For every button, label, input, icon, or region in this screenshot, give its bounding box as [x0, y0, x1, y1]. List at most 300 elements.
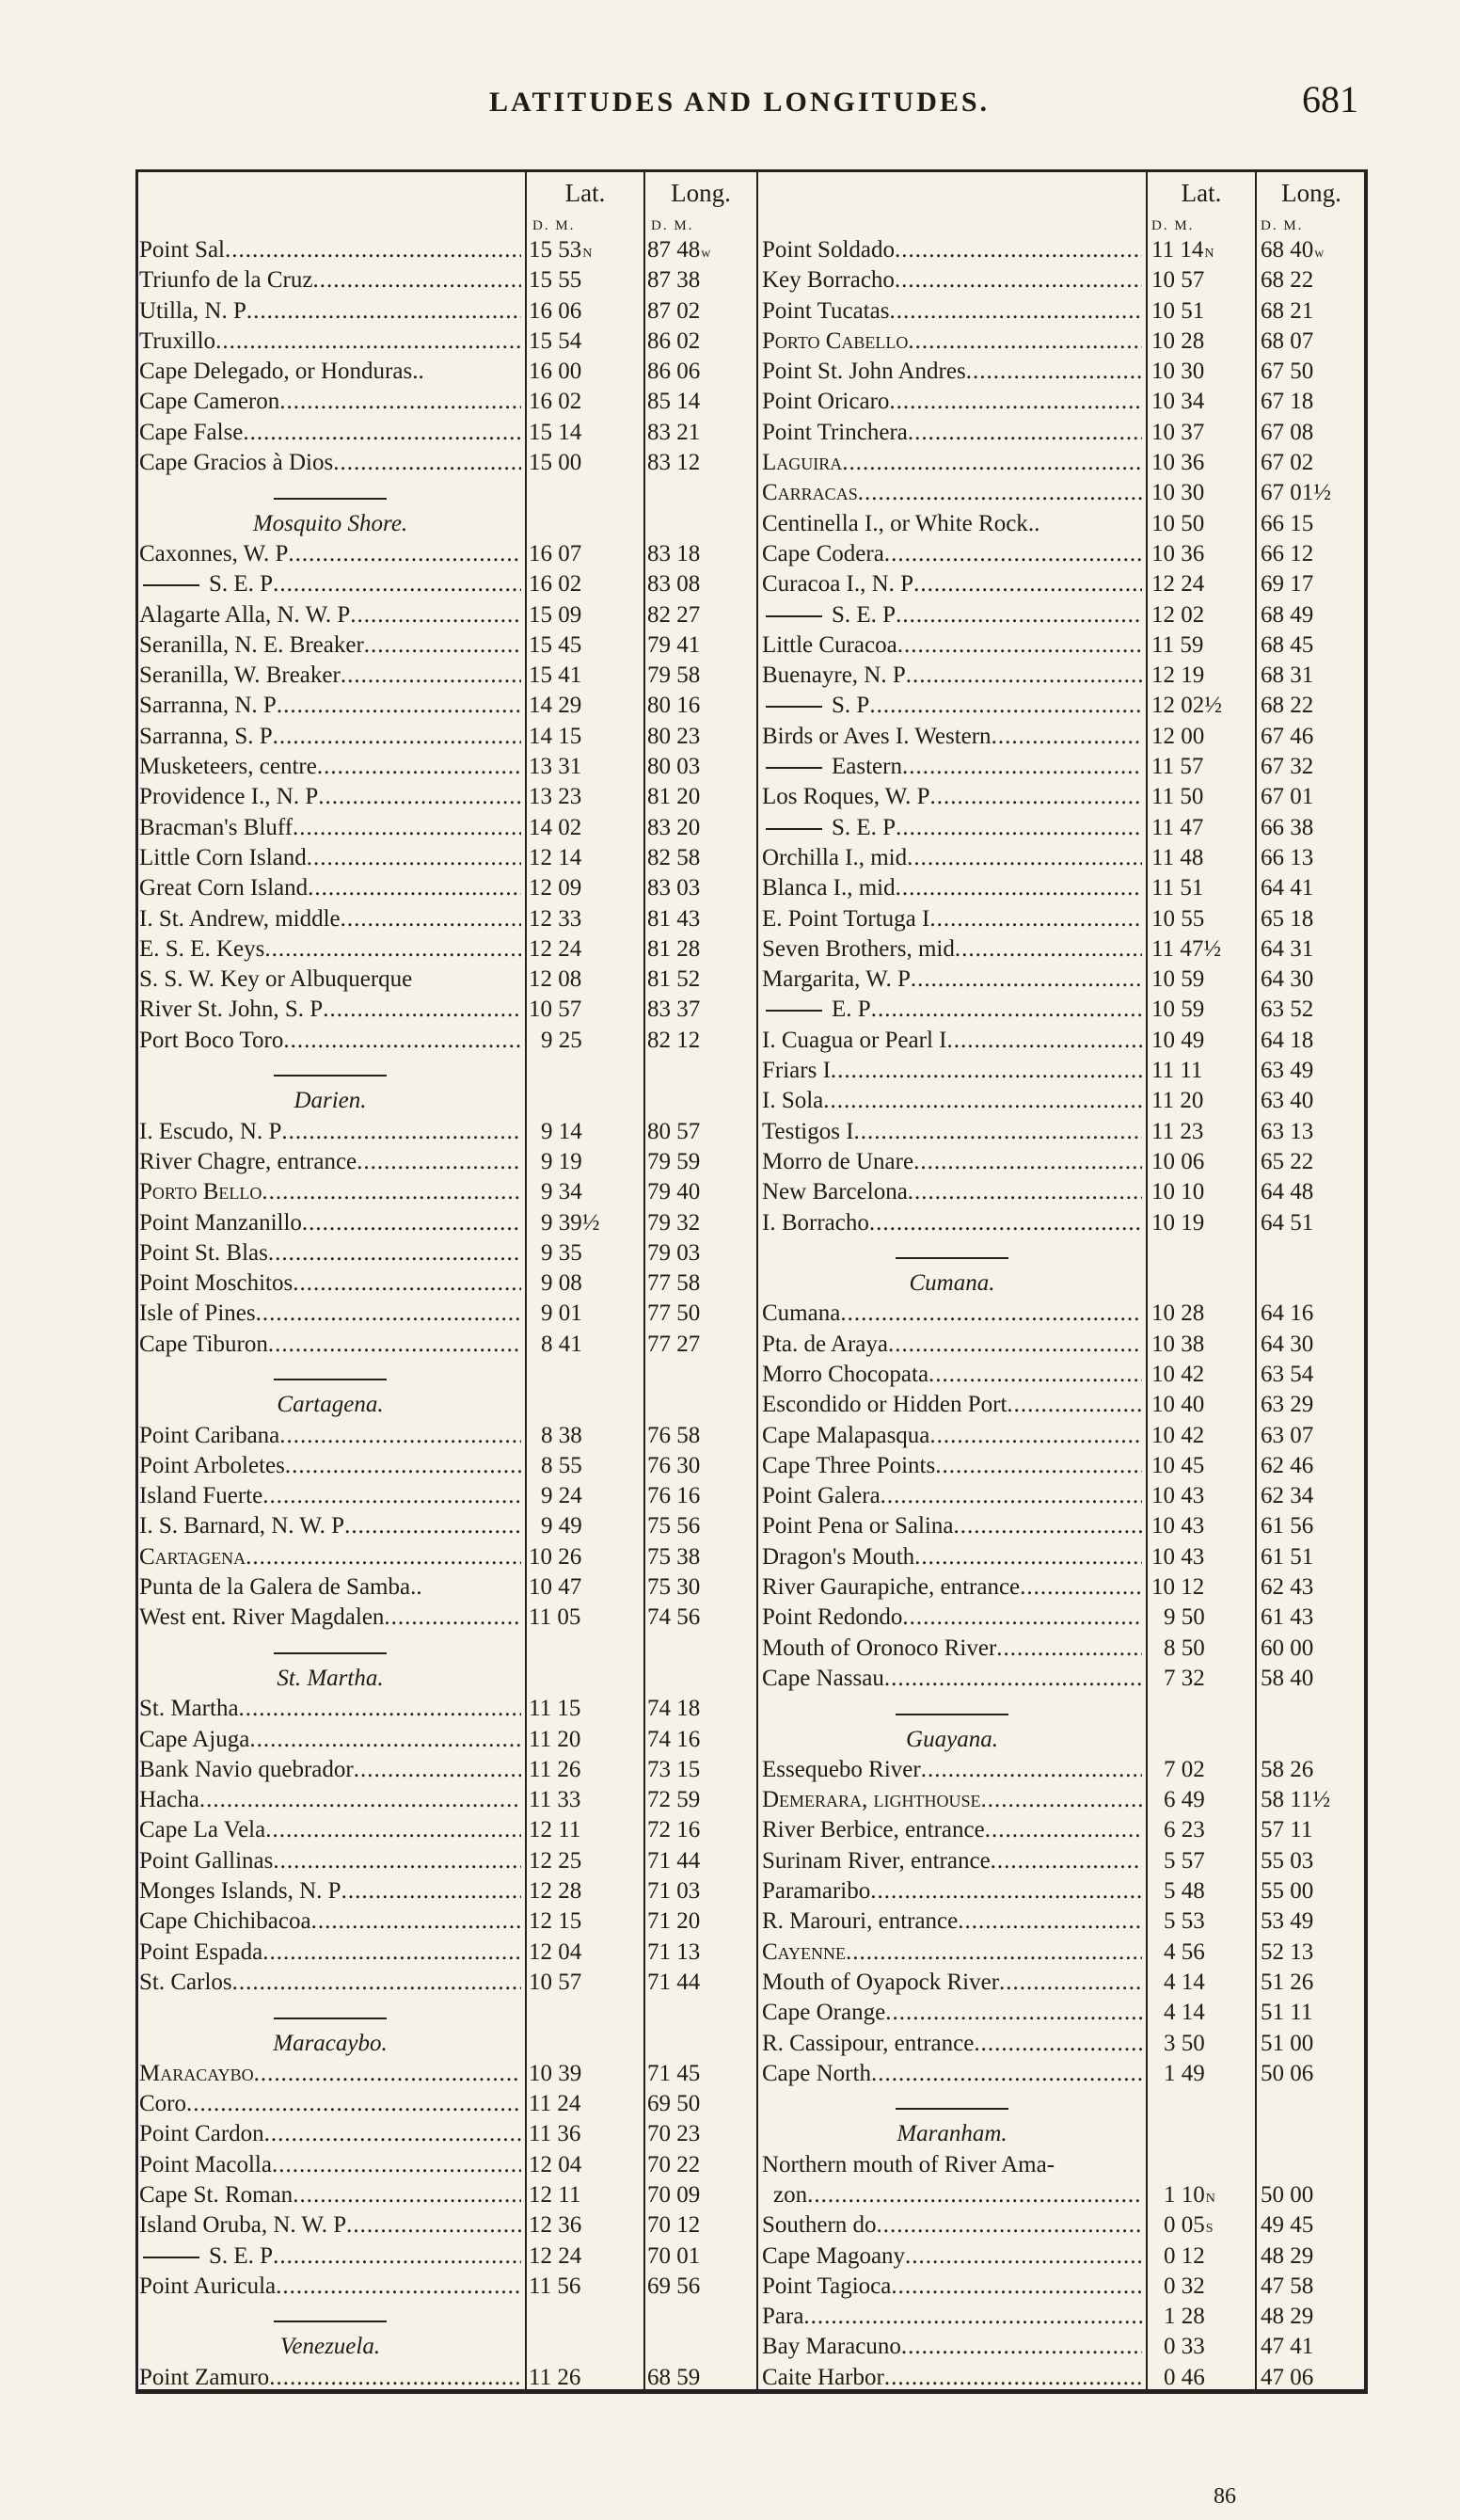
place-name-text: S. P — [832, 693, 870, 719]
longitude-value: 68 22 — [1261, 267, 1314, 294]
dot-leader — [279, 387, 521, 417]
dot-leader — [254, 2059, 521, 2089]
dot-leader — [239, 1694, 521, 1724]
page-number: 681 — [1302, 78, 1358, 120]
latitude-value: 10 28 — [1151, 327, 1205, 354]
place-name-text: Cape St. Roman — [139, 2182, 294, 2208]
longitude-value: 64 31 — [1261, 935, 1314, 962]
dot-leader — [307, 843, 521, 873]
latitude-value: 10 57 — [529, 1969, 582, 1995]
longitude-value: 71 20 — [647, 1908, 701, 1935]
longitude-value: 67 01½ — [1261, 480, 1331, 506]
place-name — [139, 1330, 521, 1360]
place-name-text: Paramaribo — [762, 1878, 871, 1905]
longitude-value: 79 40 — [647, 1179, 701, 1205]
place-name — [762, 1208, 1142, 1238]
section-rule — [274, 2018, 387, 2019]
latitude-value: 12 19 — [1151, 662, 1205, 689]
place-name-text: Maracaybo — [139, 2060, 254, 2086]
latitude-value: 12 24 — [1151, 571, 1205, 598]
longitude-value: 80 57 — [647, 1118, 701, 1144]
latitude-value: 11 59 — [1151, 631, 1204, 658]
latitude-value: 16 02 — [529, 389, 582, 415]
dot-leader — [908, 1177, 1142, 1207]
longitude-value: 67 02 — [1261, 450, 1314, 476]
longitude-value: 67 01 — [1261, 784, 1314, 810]
section-rule — [274, 2321, 387, 2322]
longitude-value: 85 14 — [647, 389, 701, 415]
place-name — [762, 1511, 1142, 1541]
place-name-text: Island Oruba, N. W. P — [139, 2212, 347, 2239]
place-name-text: Birds or Aves I. Western — [762, 723, 992, 749]
section-rule — [274, 1075, 387, 1077]
dot-leader — [225, 235, 521, 265]
longitude-value: 87 38 — [647, 267, 701, 294]
dot-leader — [930, 782, 1142, 812]
dot-leader — [1007, 1390, 1142, 1420]
longitude-value: 67 46 — [1261, 723, 1314, 749]
longitude-value: 68 40w — [1261, 237, 1325, 263]
table-row — [758, 2272, 1370, 2302]
place-name-text: Triunfo de la Cruz — [139, 267, 313, 294]
place-name-text: Demerara, lighthouse — [762, 1787, 981, 1813]
place-name-text: Utilla, N. P — [139, 297, 246, 324]
place-name — [762, 1634, 1142, 1664]
latitude-value: 9 08 — [541, 1270, 582, 1297]
table-row — [758, 965, 1370, 995]
place-name — [762, 995, 1142, 1025]
place-name — [139, 965, 521, 995]
place-name-text: Curacoa I., N. P — [762, 571, 914, 598]
place-name — [762, 1147, 1142, 1177]
place-name — [139, 1421, 521, 1451]
latitude-value: 9 24 — [541, 1483, 582, 1509]
latitude-value: 15 00 — [529, 450, 582, 476]
latitude-value: 12 14 — [529, 844, 582, 870]
place-name — [139, 357, 521, 387]
place-name — [139, 1268, 521, 1299]
place-name-text: Essequebo River — [762, 1756, 921, 1782]
table-row — [758, 873, 1370, 903]
place-name — [762, 1876, 1142, 1906]
table-row — [758, 722, 1370, 752]
place-name-text: Port Boco Toro — [139, 1027, 284, 1053]
place-name-text: Point Galera — [762, 1483, 881, 1509]
place-name-text: St. Carlos — [139, 1969, 232, 1995]
longitude-value: 64 51 — [1261, 1209, 1314, 1236]
place-name-text: S. S. W. Key or Albuquerque — [139, 966, 413, 993]
longitude-value: 68 45 — [1261, 631, 1314, 658]
dot-leader — [341, 661, 521, 691]
longitude-value: 65 22 — [1261, 1148, 1314, 1174]
place-name — [762, 539, 1142, 569]
table-row — [758, 813, 1370, 843]
dot-leader — [276, 2272, 521, 2302]
dot-leader — [317, 752, 521, 782]
place-name — [762, 934, 1142, 965]
table-row — [758, 1572, 1370, 1603]
place-name — [139, 327, 521, 357]
longitude-value: 79 59 — [647, 1148, 701, 1174]
latitude-value: 11 56 — [529, 2273, 581, 2299]
section-heading-text: Guayana. — [906, 1726, 998, 1752]
longitude-value: 75 56 — [647, 1513, 701, 1539]
table-row — [758, 2332, 1370, 2362]
place-name — [139, 934, 521, 965]
place-name — [762, 478, 1142, 508]
place-name — [762, 1117, 1142, 1147]
latitude-value: 9 25 — [541, 1027, 582, 1053]
place-name-text: River Berbice, entrance — [762, 1817, 985, 1843]
table-row — [758, 1360, 1370, 1390]
longitude-value: 63 07 — [1261, 1422, 1314, 1448]
place-name-text: River St. John, S. P — [139, 997, 324, 1023]
place-name-text: Cartagena — [139, 1543, 246, 1570]
latitude-value: 10 43 — [1151, 1513, 1205, 1539]
longitude-value: 48 29 — [1261, 2242, 1314, 2269]
latitude-value: 9 49 — [541, 1513, 582, 1539]
longitude-value: 69 50 — [647, 2091, 701, 2117]
place-name-text: Bay Maracuno — [762, 2334, 901, 2360]
dot-leader — [842, 448, 1142, 478]
hemisphere-mark: w — [701, 247, 711, 261]
place-name-text: S. E. P — [832, 814, 897, 840]
place-name-text: R. Marouri, entrance — [762, 1908, 959, 1935]
latitude-value: 10 57 — [529, 997, 582, 1023]
latitude-value: 12 08 — [529, 966, 582, 993]
ditto-dash — [766, 1010, 822, 1012]
table-row — [758, 2029, 1370, 2059]
place-name — [139, 2180, 521, 2210]
ditto-dash — [143, 584, 199, 586]
section-heading-text: Mosquito Shore. — [252, 510, 408, 536]
latitude-value: 15 45 — [529, 631, 582, 658]
table-row — [758, 904, 1370, 934]
place-name-text: Point Sal — [139, 237, 225, 263]
place-name-text: Island Fuerte — [139, 1483, 263, 1509]
latitude-value: 12 02½ — [1151, 693, 1222, 719]
place-name — [762, 1815, 1142, 1845]
dot-leader — [891, 2272, 1142, 2302]
dot-leader — [914, 1542, 1142, 1572]
place-name-text: Point Espada — [139, 1938, 263, 1965]
dot-leader — [881, 1481, 1142, 1511]
latitude-value: 0 32 — [1164, 2273, 1205, 2299]
place-name-text: I. Escudo, N. P — [139, 1118, 282, 1144]
dot-leader — [877, 2210, 1142, 2241]
table-row — [758, 1511, 1370, 1541]
longitude-value: 61 56 — [1261, 1513, 1314, 1539]
table-row — [758, 1147, 1370, 1177]
table-row — [758, 1481, 1370, 1511]
place-name — [762, 2180, 1142, 2210]
latitude-value: 12 02 — [1151, 601, 1205, 628]
place-name-text: West ent. River Magdalen — [139, 1604, 385, 1631]
dot-leader — [935, 1451, 1142, 1481]
dot-leader — [264, 934, 521, 965]
longitude-value: 83 18 — [647, 540, 701, 566]
place-name — [762, 813, 1142, 843]
latitude-value: 10 26 — [529, 1543, 582, 1570]
place-name — [139, 265, 521, 295]
spacer-row — [758, 1238, 1370, 1268]
dot-leader — [215, 327, 521, 357]
table-row — [758, 1815, 1370, 1845]
dot-leader — [262, 1481, 521, 1511]
dot-leader — [285, 1451, 521, 1481]
longitude-value: 47 06 — [1261, 2364, 1314, 2390]
table-row — [758, 1755, 1370, 1785]
dot-leader — [364, 630, 521, 661]
dot-leader — [999, 1968, 1142, 1998]
latitude-value: 13 31 — [529, 754, 582, 780]
longitude-value: 74 18 — [647, 1696, 701, 1722]
place-name — [762, 387, 1142, 417]
longitude-value: 68 07 — [1261, 327, 1314, 354]
table-row — [758, 1876, 1370, 1906]
longitude-value: 81 43 — [647, 905, 701, 932]
place-name-text: Point Auricula — [139, 2273, 277, 2299]
longitude-value: 76 58 — [647, 1422, 701, 1448]
longitude-value: 66 38 — [1261, 814, 1314, 840]
latitude-value: 9 39½ — [541, 1209, 600, 1236]
hemisphere-mark: w — [1314, 247, 1325, 261]
latitude-value: 14 15 — [529, 723, 582, 749]
dot-leader — [318, 782, 521, 812]
latitude-value: 12 33 — [529, 905, 582, 932]
dm-subheader: D. M. — [1151, 218, 1195, 233]
longitude-value: 47 41 — [1261, 2334, 1314, 2360]
place-name-text: Point Cardon — [139, 2121, 264, 2147]
dot-leader — [293, 2180, 521, 2210]
place-name — [139, 600, 521, 630]
place-name — [139, 1725, 521, 1755]
place-name-text: I. St. Andrew, middle — [139, 905, 341, 932]
longitude-value: 62 34 — [1261, 1483, 1314, 1509]
place-name — [762, 1026, 1142, 1056]
latitude-value: 11 51 — [1151, 875, 1204, 901]
ditto-dash — [766, 706, 822, 708]
place-name-text: Mouth of Oronoco River — [762, 1635, 997, 1661]
dot-leader — [955, 934, 1142, 965]
leader-suffix: .. — [412, 359, 424, 385]
longitude-value: 81 52 — [647, 966, 701, 993]
longitude-value: 70 01 — [647, 2242, 701, 2269]
table-row — [758, 995, 1370, 1025]
place-name — [762, 1390, 1142, 1420]
latitude-value: 12 11 — [529, 2182, 581, 2208]
latitude-value: 5 53 — [1164, 1908, 1205, 1935]
table-row — [758, 691, 1370, 721]
longitude-value: 69 17 — [1261, 571, 1314, 598]
section-rule — [896, 1257, 1008, 1259]
place-name — [762, 1938, 1142, 1968]
place-name-text: Point Tagioca — [762, 2273, 892, 2299]
dot-leader — [896, 873, 1142, 903]
dot-leader — [333, 448, 521, 478]
dot-leader — [871, 2059, 1142, 2089]
dot-leader — [913, 569, 1142, 599]
latitude-value: 11 15 — [529, 1696, 581, 1722]
table-row — [758, 2241, 1370, 2272]
latitude-value: 14 29 — [529, 693, 582, 719]
place-name — [762, 2150, 1142, 2180]
place-name — [139, 873, 521, 903]
latitude-value: 1 49 — [1164, 2060, 1205, 2086]
dot-leader — [311, 1906, 521, 1937]
longitude-value: 82 58 — [647, 844, 701, 870]
latitude-value: 11 36 — [529, 2121, 581, 2147]
dot-leader — [262, 1177, 521, 1207]
table-row — [758, 2210, 1370, 2241]
place-name-text: S. E. P — [209, 571, 274, 598]
dot-leader — [981, 1785, 1142, 1815]
place-name — [762, 509, 1142, 539]
dot-leader — [897, 630, 1142, 661]
place-name-text: Sarranna, S. P — [139, 723, 273, 749]
place-name-text: Southern do — [762, 2212, 877, 2239]
longitude-value: 61 51 — [1261, 1543, 1314, 1570]
place-name-text: Cape Malapasqua — [762, 1422, 930, 1448]
place-name — [762, 1451, 1142, 1481]
place-name-text: Dragon's Mouth — [762, 1543, 915, 1570]
table-row — [758, 1056, 1370, 1086]
place-name-text: Point Soldado — [762, 237, 895, 263]
dot-leader — [884, 539, 1142, 569]
place-name — [762, 2302, 1142, 2332]
longitude-value: 70 23 — [647, 2121, 701, 2147]
longitude-value: 79 32 — [647, 1209, 701, 1236]
longitude-value: 55 03 — [1261, 1847, 1314, 1874]
dot-leader — [991, 1846, 1142, 1876]
longitude-value: 62 43 — [1261, 1574, 1314, 1601]
longitude-value: 68 22 — [1261, 693, 1314, 719]
table-row — [758, 1846, 1370, 1876]
dot-leader — [354, 1755, 521, 1785]
lat-header-left: Lat. — [564, 179, 606, 207]
latitude-value: 10 59 — [1151, 966, 1205, 993]
dot-leader — [1020, 1572, 1142, 1603]
dot-leader — [906, 661, 1142, 691]
latitude-value: 9 14 — [541, 1118, 582, 1144]
latitude-value: 15 14 — [529, 419, 582, 445]
dot-leader — [262, 1938, 521, 1968]
place-name — [762, 2272, 1142, 2302]
table-row — [758, 1542, 1370, 1572]
place-name — [762, 1906, 1142, 1937]
place-name-text: Cape North — [762, 2060, 871, 2086]
place-name-text: Margarita, W. P — [762, 966, 911, 993]
place-name-text: Morro de Unare — [762, 1148, 914, 1174]
place-name — [139, 569, 521, 599]
table-row — [758, 2363, 1370, 2393]
table-row — [758, 387, 1370, 417]
longitude-value: 82 12 — [647, 1027, 701, 1053]
place-name-text: Cape Nassau — [762, 1665, 884, 1691]
latitude-value: 6 49 — [1164, 1787, 1205, 1813]
section-heading-text: Cumana. — [909, 1270, 995, 1297]
place-name — [762, 1968, 1142, 1998]
place-name-text: Orchilla I., mid — [762, 844, 908, 870]
place-name — [762, 265, 1142, 295]
latitude-value: 10 34 — [1151, 389, 1205, 415]
place-name — [762, 1056, 1142, 1086]
place-name — [762, 1360, 1142, 1390]
place-name-text: Musketeers, centre — [139, 754, 317, 780]
place-name-text: Key Borracho — [762, 267, 895, 294]
place-name — [139, 1511, 521, 1541]
longitude-value: 76 30 — [647, 1452, 701, 1478]
table-row — [758, 1603, 1370, 1633]
place-name-text: Seranilla, N. E. Breaker — [139, 631, 364, 658]
dot-leader — [281, 1117, 521, 1147]
table-row — [758, 1117, 1370, 1147]
place-name-text: Bank Navio quebrador — [139, 1756, 354, 1782]
dot-leader — [992, 722, 1142, 752]
dot-leader — [896, 813, 1142, 843]
ditto-dash — [143, 2257, 199, 2258]
place-name-text: Cape Ajuga — [139, 1726, 250, 1752]
section-heading-text: Darien. — [294, 1088, 367, 1114]
ditto-dash — [766, 615, 822, 617]
table-row — [758, 1330, 1370, 1360]
section-rule — [896, 2108, 1008, 2110]
ditto-dash — [766, 767, 822, 769]
longitude-value: 83 08 — [647, 571, 701, 598]
longitude-value: 51 11 — [1261, 2000, 1313, 2026]
place-name — [762, 418, 1142, 448]
table-row — [758, 1785, 1370, 1815]
dot-leader — [268, 1238, 521, 1268]
place-name — [139, 387, 521, 417]
latitude-value: 11 48 — [1151, 844, 1204, 870]
latitude-value: 11 57 — [1151, 754, 1204, 780]
place-name-text: Bracman's Bluff — [139, 814, 294, 840]
section-rule — [274, 1652, 387, 1654]
longitude-value: 83 21 — [647, 419, 701, 445]
dot-leader — [858, 478, 1142, 508]
table-row — [758, 265, 1370, 295]
place-name — [762, 296, 1142, 327]
place-name-text: Blanca I., mid — [762, 875, 896, 901]
latitude-value: 5 57 — [1164, 1847, 1205, 1874]
table-row — [758, 539, 1370, 569]
place-name-text: Cape Three Points — [762, 1452, 936, 1478]
dot-leader — [273, 2241, 521, 2272]
dot-leader — [946, 1026, 1142, 1056]
longitude-value: 76 16 — [647, 1483, 701, 1509]
place-name — [139, 1208, 521, 1238]
latitude-value: 0 33 — [1164, 2334, 1205, 2360]
longitude-value: 63 13 — [1261, 1118, 1314, 1144]
longitude-value: 48 29 — [1261, 2304, 1314, 2330]
longitude-value: 62 46 — [1261, 1452, 1314, 1478]
place-name-text: R. Cassipour, entrance — [762, 2030, 975, 2056]
place-name-text: Cape False — [139, 419, 244, 445]
longitude-value: 63 29 — [1261, 1392, 1314, 1418]
latitude-value: 0 12 — [1164, 2242, 1205, 2269]
latitude-value: 10 42 — [1151, 1361, 1205, 1387]
latitude-value: 11 26 — [529, 2364, 581, 2390]
dm-subheader: D. M. — [651, 218, 694, 233]
place-name — [762, 1998, 1142, 2028]
place-name — [762, 2332, 1142, 2362]
place-name — [139, 1906, 521, 1937]
dot-leader — [885, 1998, 1142, 2028]
dot-leader — [974, 2029, 1142, 2059]
place-name — [762, 327, 1142, 357]
dot-leader — [199, 1785, 521, 1815]
